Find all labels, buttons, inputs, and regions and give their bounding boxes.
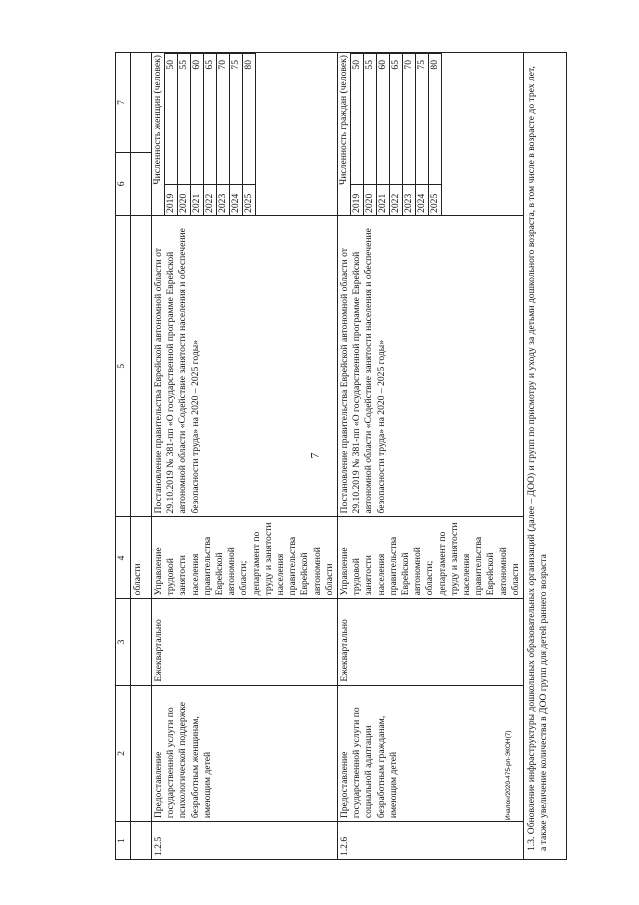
year: 2021: [377, 184, 390, 215]
value: 65: [390, 54, 403, 185]
value-row: [165, 54, 178, 215]
year: 2025: [243, 184, 256, 215]
executor: Управление трудовой занятости населения правительства Еврейской автономной области; департамент по труду и занятости населения правительства Еврейской автономной области: [338, 517, 524, 599]
indicator-name: Численность граждан (человек): [338, 55, 350, 185]
table-row: [338, 53, 524, 860]
document-id: Ичалон/2020-475-рп-ЭКОН(7): [505, 730, 512, 820]
value-row: [364, 54, 377, 215]
year: 2020: [364, 184, 377, 215]
column-number: 5: [116, 215, 131, 517]
measure-name: Предоставление государственной услуги по психологической поддержке безработным женщинам, имеющим детей: [152, 685, 338, 822]
section-title: 1.3. Обновление инфраструктуры дошкольных образовательных организаций (далее – ДОО) и групп по присмотру и уходу за детьми дошкольного возраста, в том числе в возрасте до трех лет, а также увеличение количества в ДОО групп для детей раннего возраста: [524, 53, 567, 860]
year: 2023: [403, 184, 416, 215]
value-row: [217, 54, 230, 215]
year: 2024: [230, 184, 243, 215]
value-row: [204, 54, 217, 215]
year: 2020: [178, 184, 191, 215]
table-row: [152, 53, 338, 860]
year: 2023: [217, 184, 230, 215]
year: 2025: [429, 184, 442, 215]
year: 2022: [390, 184, 403, 215]
value: 70: [403, 54, 416, 185]
column-number: 3: [116, 599, 131, 685]
column-numbers-row: [116, 53, 131, 860]
period: Ежеквартально: [152, 599, 338, 685]
value: 50: [351, 54, 364, 185]
column-number: 2: [116, 685, 131, 822]
measure-name: Предоставление государственной услуги по социальной адаптации безработным гражданам, имеющим детей: [338, 685, 524, 822]
value-row: [377, 54, 390, 215]
value-row: [429, 54, 442, 215]
indicator-cell: [338, 53, 524, 216]
value: 50: [165, 54, 178, 185]
legal-document: Постановление правительства Еврейской автономной области от 29.10.2019 № 381-пп «О государственной программе Еврейской автономной области «Содействие занятости населения и обеспечение безопасности труда» на 2020 – 2025 годы»: [152, 215, 338, 517]
year: 2019: [351, 184, 364, 215]
indicator-values: [350, 53, 442, 215]
executor: Управление трудовой занятости населения правительства Еврейской автономной области; департамент по труду и занятости населения правительства Еврейской автономной области: [152, 517, 338, 599]
value-row: [230, 54, 243, 215]
value-row: [243, 54, 256, 215]
period: Ежеквартально: [338, 599, 524, 685]
row-number: 1.2.5: [152, 822, 338, 860]
section-row: [524, 53, 567, 860]
carry-over-text: области: [131, 517, 152, 599]
indicator-cell: [152, 53, 338, 216]
value: 75: [416, 54, 429, 185]
value: 55: [178, 54, 191, 185]
value-row: [416, 54, 429, 215]
year: 2022: [204, 184, 217, 215]
legal-document: Постановление правительства Еврейской автономной области от 29.10.2019 № 381-пп «О государственной программе Еврейской автономной области «Содействие занятости населения и обеспечение безопасности труда» на 2020 – 2025 годы»: [338, 215, 524, 517]
indicator-values: [164, 53, 256, 215]
indicator-name: Численность женщин (человек): [152, 55, 163, 185]
column-number: 6: [116, 152, 131, 215]
value-row: [191, 54, 204, 215]
carry-over-row: [131, 53, 152, 860]
row-number: 1.2.6: [338, 822, 524, 860]
value: 60: [191, 54, 204, 185]
value: 80: [429, 54, 442, 185]
value-row: [351, 54, 364, 215]
value-row: [178, 54, 191, 215]
column-number: 7: [116, 53, 131, 153]
year: 2021: [191, 184, 204, 215]
year: 2019: [165, 184, 178, 215]
page-number: 7: [307, 452, 322, 459]
year: 2024: [416, 184, 429, 215]
value-row: [390, 54, 403, 215]
value: 80: [243, 54, 256, 185]
value: 60: [377, 54, 390, 185]
measures-table: [115, 52, 567, 860]
value: 70: [217, 54, 230, 185]
value-row: [403, 54, 416, 215]
value: 65: [204, 54, 217, 185]
value: 75: [230, 54, 243, 185]
rotated-table-sheet: [115, 52, 588, 860]
column-number: 4: [116, 517, 131, 599]
value: 55: [364, 54, 377, 185]
column-number: 1: [116, 822, 131, 860]
